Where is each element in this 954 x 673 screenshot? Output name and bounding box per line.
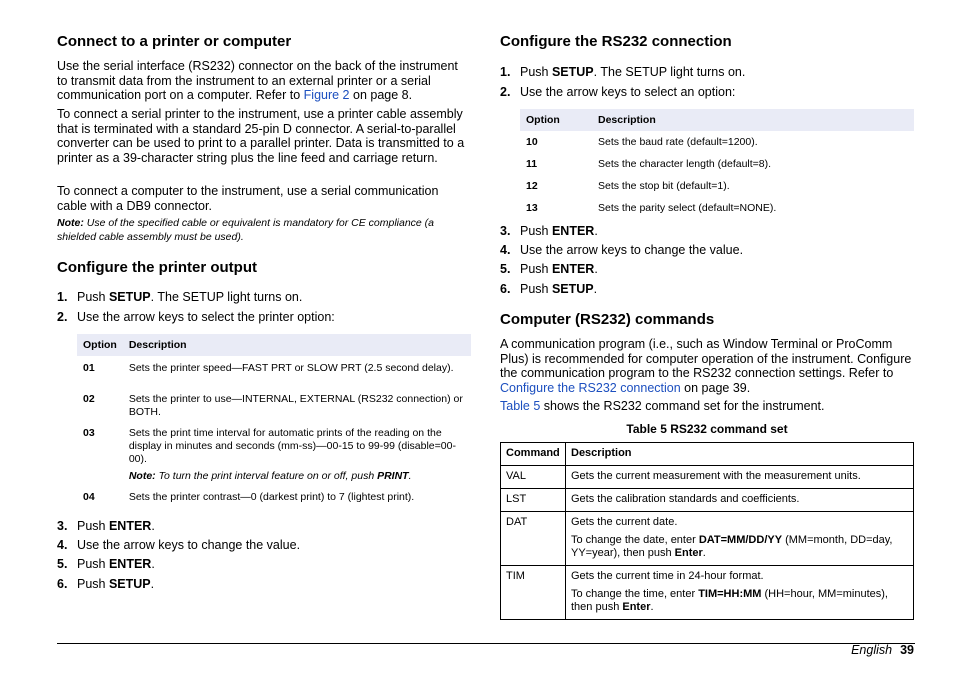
table-header-row (501, 443, 914, 466)
table-5-caption: Table 5 RS232 command set (626, 422, 788, 436)
rs232-command-table (500, 442, 914, 620)
option-code: 10 (526, 136, 538, 148)
note-text: . (408, 470, 412, 482)
command-code: DAT (501, 512, 566, 566)
option-description: Sets the printer contrast—0 (darkest print) to 7 (lightest print). (128, 491, 415, 503)
page-footer (851, 643, 914, 657)
text-run: Use the arrow keys to select the printer option: (77, 310, 335, 324)
key-name: SETUP (108, 577, 151, 591)
column-header-command: Command (501, 443, 566, 466)
key-name: SETUP (551, 282, 594, 296)
table-row (520, 175, 914, 197)
text-run: Push (77, 519, 109, 533)
footer-rule (57, 643, 915, 644)
column-header-description: Description (592, 109, 914, 131)
option-description: Sets the parity select (default=NONE). (598, 202, 777, 214)
text-run: on page 39. (680, 380, 751, 395)
step-number: 6. (57, 577, 68, 591)
text-run: . (151, 519, 155, 533)
text-run: Push (520, 65, 552, 79)
text-run: shows the RS232 command set for the instrument. (540, 399, 825, 413)
printer-options-table-wrap (77, 334, 471, 504)
commands-paragraph-2 (500, 399, 914, 414)
table-header-row (520, 109, 914, 131)
printer-step-3 (57, 519, 155, 534)
rs232-step-6 (500, 282, 597, 297)
column-header-description: Description (566, 443, 914, 466)
command-code: VAL (501, 466, 566, 489)
rs232-options-table-wrap (520, 109, 914, 215)
option-description (123, 426, 471, 491)
printer-step-4 (57, 538, 300, 553)
step-number: 1. (57, 290, 68, 304)
rs232-step-3 (500, 224, 598, 239)
table-row (77, 391, 471, 426)
step-number: 3. (57, 519, 68, 533)
text-run: To change the date, enter (571, 534, 699, 546)
rs232-step-5 (500, 262, 598, 277)
text-run: Push (520, 262, 552, 276)
command-usage (571, 588, 908, 614)
text-run: Push (77, 290, 109, 304)
option-code: 04 (83, 491, 95, 503)
note-text: To turn the print interval feature on or off, push (155, 470, 378, 482)
table-row (501, 466, 914, 489)
text-run: Use the arrow keys to change the value. (520, 243, 744, 257)
text-run: Use the arrow keys to change the value. (77, 538, 301, 552)
table-row (520, 153, 914, 175)
command-description (566, 512, 914, 566)
text-run: on page 8. (349, 88, 413, 102)
command-table-wrap (500, 442, 914, 620)
command-description: Gets the current measurement with the measurement units. (566, 466, 914, 489)
option-code: 01 (83, 362, 95, 374)
step-number: 1. (500, 65, 511, 79)
commands-paragraph-1 (500, 337, 914, 395)
printer-step-1 (57, 290, 302, 305)
rs232-connection-link[interactable]: Configure the RS232 connection (500, 380, 681, 395)
printer-step-6 (57, 577, 154, 592)
printer-paragraph-1 (57, 59, 471, 103)
command-syntax: TIM=HH:MM (698, 588, 762, 600)
column-header-option: Option (520, 109, 592, 131)
printer-step-2 (57, 310, 335, 325)
rs232-step-1 (500, 65, 745, 80)
key-name: ENTER (551, 262, 595, 276)
text-run: Use the arrow keys to select an option: (520, 85, 736, 99)
command-description-text: Gets the current time in 24-hour format. (571, 570, 764, 582)
column-header-description: Description (123, 334, 471, 356)
rs232-options-table (520, 109, 914, 215)
column-header-option: Option (77, 334, 123, 356)
text-run: Push (77, 577, 109, 591)
step-number: 3. (500, 224, 511, 238)
text-run: . (702, 547, 706, 559)
text-run: . (593, 282, 598, 296)
step-number: 5. (500, 262, 511, 276)
text-run: A communication program (i.e., such as Window Terminal or ProComm Plus) is recommended for computer operation of the instrument. Configure the communication program to the RS232 connection settings. Refer to (500, 337, 912, 380)
table-row (520, 131, 914, 153)
command-syntax: DAT=MM/DD/YY (698, 534, 783, 546)
option-code: 02 (83, 393, 95, 405)
option-code: 03 (83, 427, 95, 439)
option-description-text: Sets the print time interval for automatic prints of the reading on the display in minutes and seconds (mm-ss)—00-15 to 99-99 (disable=00-00). (128, 427, 456, 465)
option-code: 11 (526, 158, 538, 170)
text-run: Push (77, 557, 109, 571)
key-name: SETUP (108, 290, 151, 304)
section-heading-printer: Connect to a printer or computer (57, 33, 292, 50)
option-description-text: Sets the printer to use—INTERNAL, EXTERNAL (RS232 connection) or BOTH. (128, 393, 463, 418)
printer-paragraph-2: To connect a serial printer to the instrument, use a printer cable assembly that is terminated with a standard 25-pin D connector. A serial-to-parallel converter can be used to print to a parallel printer. Data is transmitted to a printer as a 39-character string plus the line feed and carriage return. (57, 107, 465, 165)
note-label: Note: (128, 470, 156, 482)
key-name: ENTER (108, 557, 152, 571)
option-description: Sets the printer speed—FAST PRT or SLOW PRT (2.5 second delay). (128, 362, 454, 374)
text-run: . (150, 577, 155, 591)
step-number: 2. (57, 310, 68, 324)
figure-2-link[interactable]: Figure 2 (303, 88, 350, 102)
table-header-row (77, 334, 471, 356)
option-description: Sets the character length (default=8). (598, 158, 772, 170)
text-run: To change the time, enter (571, 588, 699, 600)
step-number: 4. (57, 538, 68, 552)
print-interval-note (129, 470, 465, 483)
command-description: Gets the calibration standards and coefficients. (566, 489, 914, 512)
printer-options-table (77, 334, 471, 504)
step-number: 2. (500, 85, 511, 99)
text-run: . (650, 601, 654, 613)
section-heading-commands: Computer (RS232) commands (500, 311, 715, 328)
page-number: 39 (900, 643, 914, 657)
printer-paragraph-3: To connect a computer to the instrument, use a serial communication cable with a DB9 connector. (57, 184, 439, 213)
text-run: (MM=month, DD=day, YY=year), then push (571, 534, 893, 559)
note-text: Use of the specified cable or equivalent is mandatory for CE compliance (a shielded cable assembly must be used). (57, 217, 435, 243)
text-run: . (151, 557, 155, 571)
text-run: Use the serial interface (RS232) connector on the back of the instrument to transmit data from the instrument to an external printer or a serial communication port on a computer. Refer to (57, 59, 458, 102)
table-row (77, 491, 471, 504)
text-run: . The SETUP light turns on. (593, 65, 746, 79)
command-code: LST (501, 489, 566, 512)
table-row (501, 566, 914, 620)
option-description: Sets the stop bit (default=1). (598, 180, 730, 192)
footer-language: English (851, 643, 893, 657)
key-name: ENTER (108, 519, 152, 533)
step-number: 5. (57, 557, 68, 571)
text-run: . (594, 224, 598, 238)
command-description-text: Gets the current date. (571, 516, 678, 528)
section-heading-rs232: Configure the RS232 connection (500, 33, 732, 50)
section-heading-printer-output: Configure the printer output (57, 259, 257, 276)
ce-compliance-note (57, 217, 471, 244)
key-name: PRINT (377, 470, 409, 482)
key-name: SETUP (551, 65, 594, 79)
text-run: Push (520, 282, 552, 296)
table-row (501, 489, 914, 512)
text-run: Push (520, 224, 552, 238)
key-name: Enter (674, 547, 703, 559)
table-row (77, 426, 471, 491)
command-description (566, 566, 914, 620)
key-name: Enter (622, 601, 651, 613)
rs232-step-4 (500, 243, 743, 258)
option-code: 12 (526, 180, 538, 192)
printer-step-5 (57, 557, 155, 572)
table-5-link[interactable]: Table 5 (500, 399, 541, 413)
note-label: Note: (57, 217, 84, 229)
text-run: . (594, 262, 598, 276)
command-usage (571, 534, 908, 560)
option-description (123, 391, 471, 426)
text-run: (HH=hour, MM=minutes), then push (571, 588, 888, 613)
option-description: Sets the baud rate (default=1200). (598, 136, 758, 148)
step-number: 6. (500, 282, 511, 296)
table-row (77, 356, 471, 391)
command-code: TIM (501, 566, 566, 620)
rs232-step-2 (500, 85, 735, 100)
key-name: ENTER (551, 224, 595, 238)
text-run: . The SETUP light turns on. (150, 290, 303, 304)
table-row (520, 197, 914, 215)
table-row (501, 512, 914, 566)
option-code: 13 (526, 202, 538, 214)
step-number: 4. (500, 243, 511, 257)
